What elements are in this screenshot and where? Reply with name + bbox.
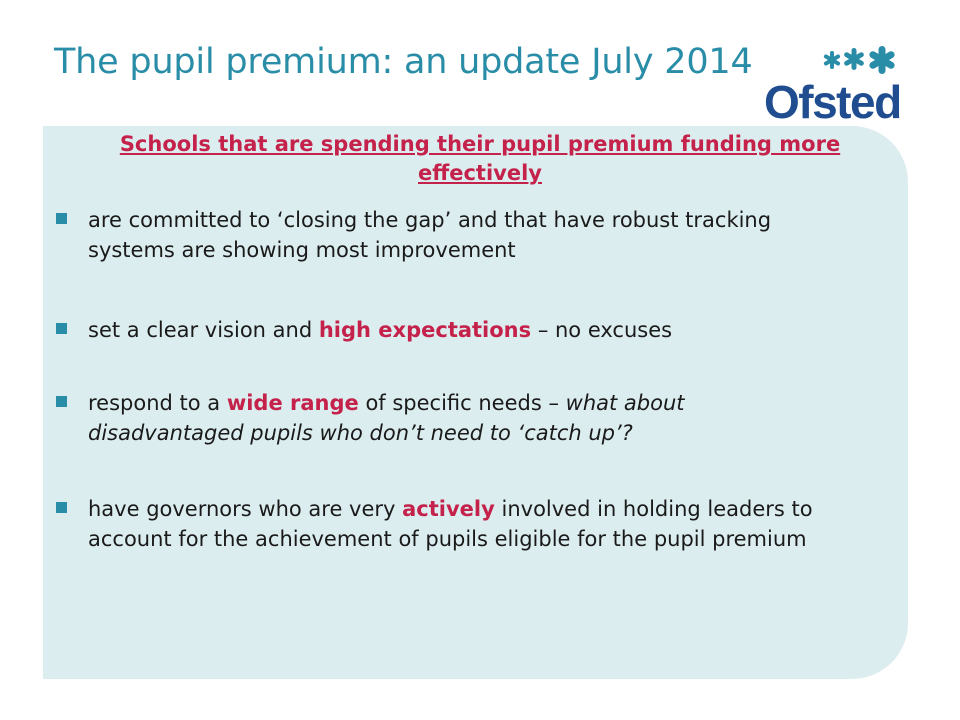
bullet-highlight: actively xyxy=(402,497,495,521)
bullet-italic-note: what about disadvantaged pupils who don’t need to ‘catch up’? xyxy=(88,391,685,445)
bullet-marker-icon xyxy=(56,323,67,334)
bullet-text: have governors who are very xyxy=(88,497,403,521)
stars-icon xyxy=(823,46,896,74)
bullet-highlight: high expectations xyxy=(318,318,532,342)
ofsted-logo xyxy=(762,46,912,124)
bullet-text: are committed to ‘closing the gap’ and that have robust tracking systems are showing most improvement xyxy=(88,208,772,262)
logo-wordmark: Ofsted xyxy=(764,76,901,124)
bullet-marker-icon xyxy=(56,213,67,224)
bullet-highlight: wide range xyxy=(226,391,359,415)
bullet-item xyxy=(56,388,846,448)
bullet-item xyxy=(56,315,846,345)
bullet-text-tail: – no excuses xyxy=(531,318,673,342)
bullet-item xyxy=(56,494,846,554)
bullet-item xyxy=(56,205,846,265)
section-heading: Schools that are spending their pupil premium funding more effectively xyxy=(119,132,841,185)
bullet-text: set a clear vision and xyxy=(88,318,319,342)
bullet-text-tail: involved in holding leaders to account for the achievement of pupils eligible for the pupil premium xyxy=(88,497,813,551)
bullet-marker-icon xyxy=(56,396,67,407)
bullet-text-tail: of specific needs – xyxy=(358,391,566,415)
slide-title: The pupil premium: an update July 2014 xyxy=(54,42,753,82)
bullet-text: respond to a xyxy=(88,391,227,415)
bullet-marker-icon xyxy=(56,502,67,513)
